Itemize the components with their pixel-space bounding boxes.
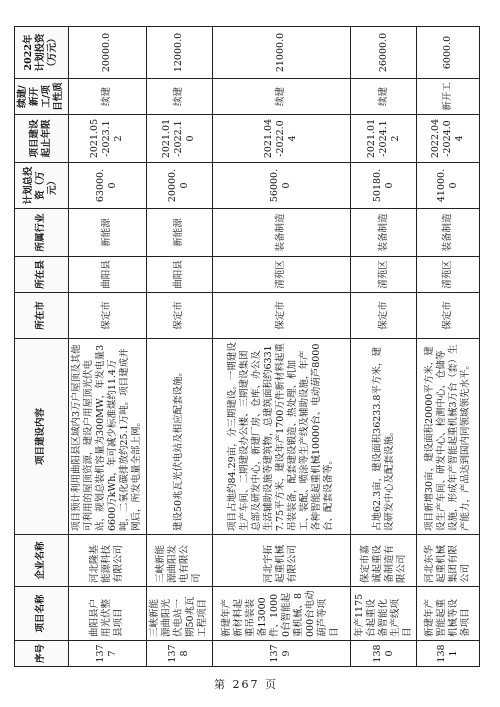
cell-county: 清苑区 (212, 257, 350, 293)
cell-seq: 1379 (212, 641, 350, 667)
page-number: 第 267 页 (214, 678, 278, 691)
cell-company: 河北东华起重机械集团有限公司 (417, 535, 480, 587)
cell-industry: 新能源 (146, 209, 212, 257)
header-content: 项目建设内容 (15, 339, 69, 535)
cell-period: 2021.01-2024.12 (351, 115, 417, 163)
cell-project-name: 三峡新能源曲阳光伏电站一期50兆瓦工程项目 (146, 587, 212, 641)
cell-status: 新开工 (417, 79, 480, 115)
cell-seq: 1380 (351, 641, 417, 667)
cell-industry: 装备制造 (351, 209, 417, 257)
cell-city: 保定市 (68, 293, 146, 339)
cell-company: 三峡新能源曲阳发电有限公司 (146, 535, 212, 587)
cell-project-name: 新建年产智能起重机械等设备项目 (417, 587, 480, 641)
cell-investment-2022: 21000.0 (212, 27, 350, 79)
cell-period: 2022.04-2024.04 (417, 115, 480, 163)
cell-city: 保定市 (212, 293, 350, 339)
cell-content: 项目新增30亩，建设面积20000平方米，建设生产车间、研发中心、检测中心、仓储等设施，形成年产智能起重机械3万台（套）生产能力，产品达到国内同领域领先水平。 (417, 339, 480, 535)
header-county: 所在县 (15, 257, 69, 293)
cell-industry: 装备制造 (417, 209, 480, 257)
table-row (351, 27, 417, 667)
cell-investment-2022: 20000.0 (68, 27, 146, 79)
cell-total-investment: 41000.0 (417, 163, 480, 209)
cell-company: 河北宇拓起重机械有限公司 (212, 535, 350, 587)
cell-industry: 装备制造 (212, 209, 350, 257)
cell-period: 2021.04-2022.04 (212, 115, 350, 163)
cell-project-name: 曲阳县户用光伏整县项目 (68, 587, 146, 641)
cell-total-investment: 63000.0 (68, 163, 146, 209)
header-city: 所在市 (15, 293, 69, 339)
cell-company: 河北隆基能源科技有限公司 (68, 535, 146, 587)
table-row (68, 27, 146, 667)
header-industry: 所属行业 (15, 209, 69, 257)
table-header-row (15, 27, 69, 667)
header-seq: 序号 (15, 641, 69, 667)
cell-content: 项目预计利用曲阳县区域内3万户屋顶及其他可利用的屋顶资源，建设户用屋顶光伏电站，规划总装机容量为300MW，年发电量36600万kWh，年可减少标准煤约11.4万吨，二氧化碳排放约25.1万吨。项目建成并网后，所发电量全部上网。 (68, 339, 146, 535)
project-table (14, 26, 480, 667)
header-status: 续建/新开工/项目性质 (15, 79, 69, 115)
cell-city: 保定市 (351, 293, 417, 339)
cell-county: 清苑区 (417, 257, 480, 293)
cell-content: 建设50兆瓦光伏电站及相应配套设施。 (146, 339, 212, 535)
cell-county: 曲阳县 (146, 257, 212, 293)
cell-total-investment: 20000.0 (146, 163, 212, 209)
cell-project-name: 年产1175台起重设备智能化生产线项目 (351, 587, 417, 641)
cell-content: 占地62.3亩，建设面积36233.8平方米，建设研发中心及配套设施。 (351, 339, 417, 535)
header-total-investment: 计划总投资（万元） (15, 163, 69, 209)
cell-investment-2022: 12000.0 (146, 27, 212, 79)
cell-city: 保定市 (417, 293, 480, 339)
cell-total-investment: 50180.0 (351, 163, 417, 209)
cell-seq: 1377 (68, 641, 146, 667)
table-row (146, 27, 212, 667)
cell-company: 保定市嘉诚起重设备制造有限公司 (351, 535, 417, 587)
header-period: 项目建设起止年限 (15, 115, 69, 163)
cell-status: 续建 (146, 79, 212, 115)
cell-city: 保定市 (146, 293, 212, 339)
cell-status: 续建 (68, 79, 146, 115)
header-project-name: 项目名称 (15, 587, 69, 641)
rotated-table-wrapper (14, 27, 480, 667)
cell-total-investment: 56000.0 (212, 163, 350, 209)
cell-investment-2022: 6000.0 (417, 27, 480, 79)
cell-status: 续建 (351, 79, 417, 115)
cell-project-name: 新建年产新材料起重吊装装备13000件、10000台智能起重机械、8000台电动葫芦等项目 (212, 587, 350, 641)
cell-status: 续建 (212, 79, 350, 115)
cell-period: 2021.05-2023.12 (68, 115, 146, 163)
cell-period: 2021.01-2022.10 (146, 115, 212, 163)
cell-investment-2022: 26000.0 (351, 27, 417, 79)
cell-industry: 新能源 (68, 209, 146, 257)
header-company: 企业名称 (15, 535, 69, 587)
table-row (212, 27, 350, 667)
cell-seq: 1378 (146, 641, 212, 667)
cell-content: 项目占地约84.29亩，分三期建设。一期建设生产车间、二期建设办公楼、三期建设集团总部及研发中心，新建厂房、仓库、办公及生活辅助设施等建筑物，总建筑面积约63317.75平方米，建设年产1700万件新材料起重吊装装备，配套建设锻造、热处理、机加工、装配、喷涂等生产线及辅助设施，年产各种智能起重机械10000台、电动葫芦8000台、配套设备等。 (212, 339, 350, 535)
cell-seq: 1381 (417, 641, 480, 667)
cell-county: 曲阳县 (68, 257, 146, 293)
table-row (417, 27, 480, 667)
header-investment-2022: 2022年计划投资（万元） (15, 27, 69, 79)
cell-county: 清苑区 (351, 257, 417, 293)
